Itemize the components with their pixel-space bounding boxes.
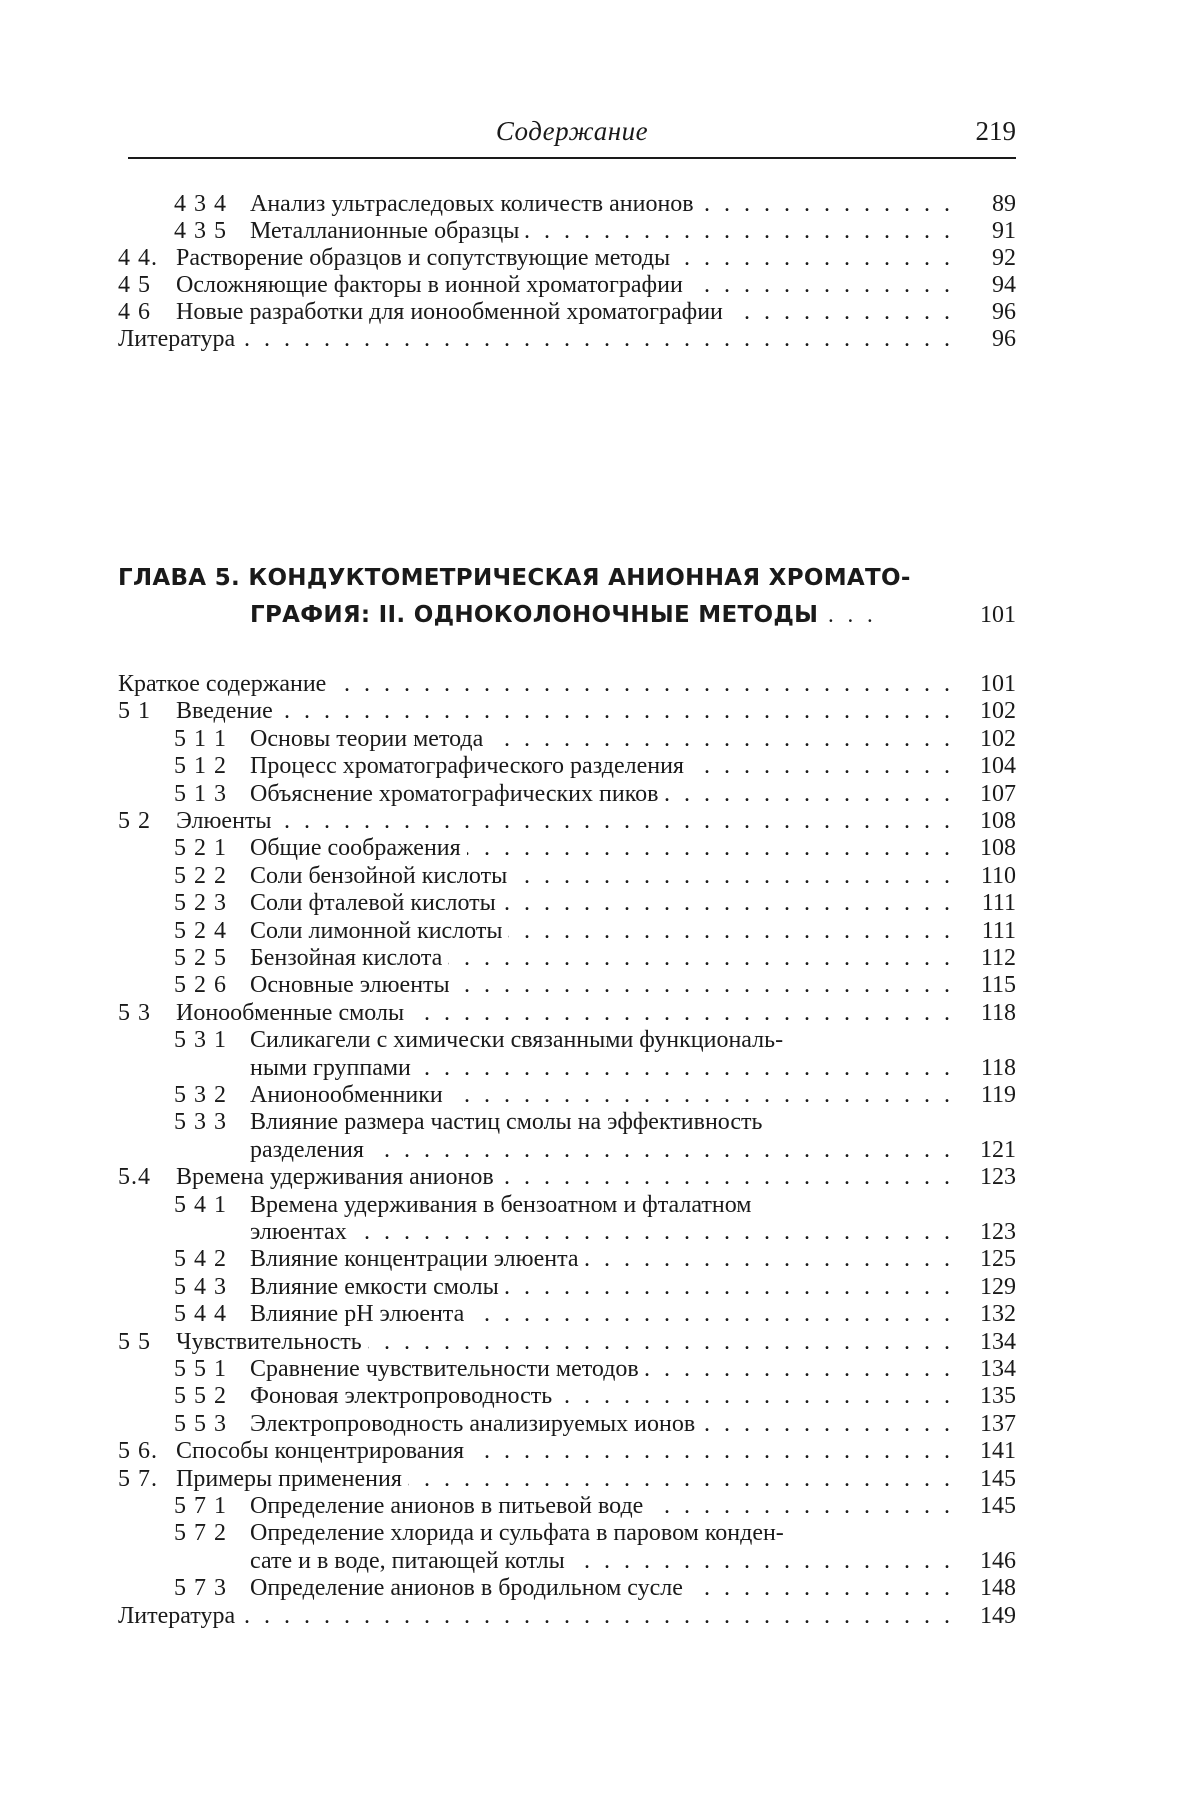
- toc-entry: [118, 1163, 1016, 1191]
- toc-entry-page: 107: [980, 780, 1016, 807]
- toc-entry: [118, 999, 1016, 1027]
- toc-entry-title: Сравнение чувствительности методов: [250, 1356, 645, 1382]
- toc-entry: [118, 1355, 1016, 1383]
- toc-entry-page: 125: [980, 1246, 1016, 1273]
- toc-entry-page: 149: [980, 1602, 1016, 1629]
- toc-entry-page: 132: [980, 1301, 1016, 1328]
- toc-entry-page: 129: [980, 1273, 1016, 1300]
- toc-entry-number: 5 7 3: [174, 1575, 227, 1602]
- toc-entry-page: 91: [992, 218, 1016, 244]
- toc-entry-title: Влияние размера частиц смолы на эффективность: [250, 1109, 768, 1135]
- toc-entry-title: Влияние pH элюента: [250, 1301, 470, 1327]
- toc-entry: [118, 1108, 1016, 1136]
- toc-entry: [118, 807, 1016, 835]
- toc-entry-number: 5 7.: [118, 1465, 158, 1492]
- toc-entry-title: Силикагели с химически связанными функциональ-: [250, 1027, 789, 1053]
- toc-entry-page: 115: [980, 972, 1016, 999]
- toc-entry: [118, 889, 1016, 917]
- toc-entry: [118, 1191, 1016, 1219]
- toc-entry: [118, 1492, 1016, 1520]
- toc-entry-page: 111: [981, 890, 1016, 917]
- toc-entry-number: 5 2 2: [174, 862, 227, 889]
- toc-entry: [118, 1437, 1016, 1465]
- toc-entry-title: Чувствительность: [176, 1329, 368, 1355]
- toc-entry-page: 134: [980, 1356, 1016, 1382]
- toc-entry: [118, 1465, 1016, 1493]
- header-rule: [128, 157, 1016, 159]
- toc-entry-page: 104: [980, 753, 1016, 780]
- running-title: Содержание: [495, 116, 649, 146]
- toc-entry-title: Соли фталевой кислоты: [250, 890, 502, 916]
- toc-entry: [118, 1218, 1016, 1246]
- toc-entry-title: Введение: [176, 698, 279, 724]
- toc-entry-title: Фоновая электропроводность: [250, 1383, 558, 1409]
- toc-entry-page: 121: [980, 1136, 1016, 1163]
- toc-entry-number: 5 6.: [118, 1438, 158, 1465]
- toc-entry-title: Бензойная кислота: [250, 945, 448, 971]
- toc-entry: [118, 1054, 1016, 1082]
- toc-entry-number: 5 2: [118, 808, 151, 834]
- toc-entry: [118, 944, 1016, 972]
- toc-entry-page: 112: [980, 945, 1016, 971]
- toc-entry-title: Объяснение хроматографических пиков: [250, 781, 664, 807]
- toc-entry-title: Ионообменные смолы: [176, 1000, 410, 1026]
- toc-entry-number: 5 2 3: [174, 890, 227, 917]
- toc-entry-page: 94: [992, 272, 1016, 298]
- toc-entry-title: Анионообменники: [250, 1082, 449, 1108]
- toc-entry-title: Основные элюенты: [250, 972, 456, 998]
- toc-entry-title: Общие соображения: [250, 835, 467, 861]
- toc-entry-number: 5 2 6: [174, 972, 227, 999]
- toc-entry-page: 108: [980, 835, 1016, 862]
- toc-entry: [118, 325, 1016, 353]
- toc-entry-number: 5 1 2: [174, 753, 227, 780]
- toc-entry-title: Новые разработки для ионообменной хроматографии: [176, 299, 729, 325]
- toc-entry-title: Основы теории метода: [250, 726, 489, 752]
- toc-entry: [118, 1245, 1016, 1273]
- toc-entry-title: ными группами: [250, 1055, 417, 1081]
- toc-entry: [118, 780, 1016, 808]
- toc-entry: [118, 298, 1016, 326]
- toc-entry-page: 145: [980, 1465, 1016, 1492]
- toc-entry: [118, 725, 1016, 753]
- toc-entry: [118, 244, 1016, 272]
- toc-entry-title: элюентах: [250, 1219, 353, 1245]
- toc-entry-number: 5 7 2: [174, 1520, 227, 1547]
- toc-entry: [118, 217, 1016, 245]
- toc-entry: [118, 1273, 1016, 1301]
- toc-entry-page: 145: [980, 1493, 1016, 1519]
- page-header: [128, 116, 1016, 156]
- toc-entry-number: 5 2 4: [174, 917, 227, 944]
- toc-entry: [118, 1300, 1016, 1328]
- toc-entry-title: Краткое содержание: [118, 671, 332, 697]
- toc-entry: [118, 1547, 1016, 1575]
- toc-entry-page: 102: [980, 698, 1016, 725]
- toc-entry-title: Влияние емкости смолы: [250, 1274, 505, 1300]
- toc-entry-number: 5 4 3: [174, 1273, 227, 1300]
- toc-entry: [118, 1328, 1016, 1356]
- toc-entry: [118, 1081, 1016, 1109]
- page-number: 219: [975, 116, 1016, 146]
- toc-entry: [118, 1382, 1016, 1410]
- toc-entry-title: Анализ ультраследовых количеств анионов: [250, 191, 700, 217]
- toc-entry-page: 96: [992, 299, 1016, 325]
- toc-entry-page: 96: [992, 326, 1016, 352]
- toc-entry-number: 5 3 3: [174, 1109, 227, 1136]
- toc-entry-page: 101: [980, 671, 1016, 697]
- toc-entry-page: 102: [980, 725, 1016, 752]
- toc-entry-title: Определение анионов в питьевой воде: [250, 1493, 649, 1519]
- toc-entry-number: 5 3: [118, 999, 151, 1026]
- toc-entry-page: 134: [980, 1328, 1016, 1355]
- toc-entry-title: Процесс хроматографического разделения: [250, 753, 690, 779]
- toc-entry-title: Соли лимонной кислоты: [250, 918, 508, 944]
- toc-entry-number: 4 3 4: [174, 191, 227, 217]
- toc-entry-title: Электропроводность анализируемых ионов: [250, 1411, 701, 1437]
- toc-entry-page: 111: [981, 917, 1016, 944]
- toc-entry-title: Времена удерживания анионов: [176, 1164, 500, 1190]
- toc-entry: [118, 834, 1016, 862]
- toc-entry-page: 148: [980, 1575, 1016, 1602]
- toc-entry-page: 89: [992, 191, 1016, 217]
- toc-entry-title: сате и в воде, питающей котлы: [250, 1548, 571, 1574]
- toc-entry-number: 5 4 1: [174, 1191, 227, 1218]
- chapter-title-line-1: ГЛАВА 5. КОНДУКТОМЕТРИЧЕСКАЯ АНИОННАЯ ХРОМАТО-: [118, 565, 911, 591]
- toc-entry-title: Определение анионов в бродильном сусле: [250, 1575, 689, 1601]
- toc-entry-number: 5 3 1: [174, 1027, 227, 1054]
- toc-entry: [118, 1602, 1016, 1630]
- chapter-title-line-2: ГРАФИЯ: II. ОДНОКОЛОНОЧНЫЕ МЕТОДЫ . . .: [250, 602, 877, 628]
- toc-entry-title: Элюенты: [176, 808, 278, 834]
- toc-entry-page: 123: [980, 1164, 1016, 1191]
- toc-entry-page: 118: [980, 1054, 1016, 1081]
- toc-entry-page: 119: [980, 1082, 1016, 1108]
- toc-entry-number: 4 5: [118, 272, 151, 298]
- toc-entry-title: Растворение образцов и сопутствующие методы: [176, 245, 676, 271]
- toc-entry: [118, 862, 1016, 890]
- toc-entry-page: 135: [980, 1383, 1016, 1410]
- toc-entry-number: 5 4 2: [174, 1246, 227, 1273]
- toc-entry: [118, 1410, 1016, 1438]
- toc-entry-number: 5.4: [118, 1164, 151, 1191]
- toc-entry-title: Примеры применения: [176, 1466, 408, 1492]
- toc-entry: [118, 1574, 1016, 1602]
- toc-entry-title: Литература: [118, 326, 241, 352]
- toc-entry: [118, 697, 1016, 725]
- toc-entry: [118, 971, 1016, 999]
- toc-entry-title: Влияние концентрации элюента: [250, 1246, 585, 1272]
- toc-entry-title: Осложняющие факторы в ионной хроматографии: [176, 272, 689, 298]
- toc-entry: [118, 271, 1016, 299]
- toc-entry-number: 5 5 1: [174, 1356, 227, 1382]
- toc-entry-page: 141: [980, 1438, 1016, 1465]
- toc-entry-number: 4 3 5: [174, 218, 227, 244]
- toc-entry-page: 137: [980, 1410, 1016, 1437]
- toc-entry: [118, 190, 1016, 218]
- toc-entry-number: 4 4.: [118, 245, 158, 271]
- chapter-title-line-2-text: ГРАФИЯ: II. ОДНОКОЛОНОЧНЫЕ МЕТОДЫ: [250, 602, 819, 628]
- toc-entry-number: 5 2 1: [174, 835, 227, 862]
- toc-entry-title: Способы концентрирования: [176, 1438, 470, 1464]
- chapter-page-number: 101: [980, 602, 1016, 628]
- toc-entry: [118, 670, 1016, 698]
- toc-entry: [118, 917, 1016, 945]
- toc-entry-page: 146: [980, 1547, 1016, 1574]
- toc-entry-number: 5 5: [118, 1328, 151, 1355]
- toc-entry: [118, 752, 1016, 780]
- toc-entry: [118, 1519, 1016, 1547]
- toc-entry-page: 108: [980, 808, 1016, 834]
- toc-entry: [118, 1026, 1016, 1054]
- toc-entry-number: 5 1 3: [174, 780, 227, 807]
- toc-entry-title: Определение хлорида и сульфата в паровом конден-: [250, 1520, 790, 1546]
- toc-entry-number: 5 4 4: [174, 1301, 227, 1328]
- toc-entry-number: 5 5 3: [174, 1410, 227, 1437]
- toc-entry-number: 5 5 2: [174, 1383, 227, 1410]
- toc-entry: [118, 1136, 1016, 1164]
- toc-entry-page: 110: [980, 862, 1016, 889]
- chapter-heading: [118, 560, 1016, 636]
- toc-entry-number: 5 7 1: [174, 1493, 227, 1519]
- toc-entry-number: 5 1: [118, 698, 151, 725]
- toc-entry-page: 123: [980, 1219, 1016, 1245]
- toc-entry-title: Литература: [118, 1603, 241, 1629]
- toc-entry-page: 92: [992, 245, 1016, 271]
- toc-entry-page: 118: [980, 999, 1016, 1026]
- toc-entry-number: 5 3 2: [174, 1082, 227, 1108]
- toc-entry-number: 4 6: [118, 299, 151, 325]
- toc-entry-number: 5 2 5: [174, 945, 227, 971]
- toc-entry-number: 5 1 1: [174, 725, 227, 752]
- toc-entry-title: разделения: [250, 1137, 370, 1163]
- toc-entry-title: Соли бензойной кислоты: [250, 863, 513, 889]
- toc-entry-title: Времена удерживания в бензоатном и фталатном: [250, 1192, 757, 1218]
- toc-entry-title: Металланионные образцы: [250, 218, 525, 244]
